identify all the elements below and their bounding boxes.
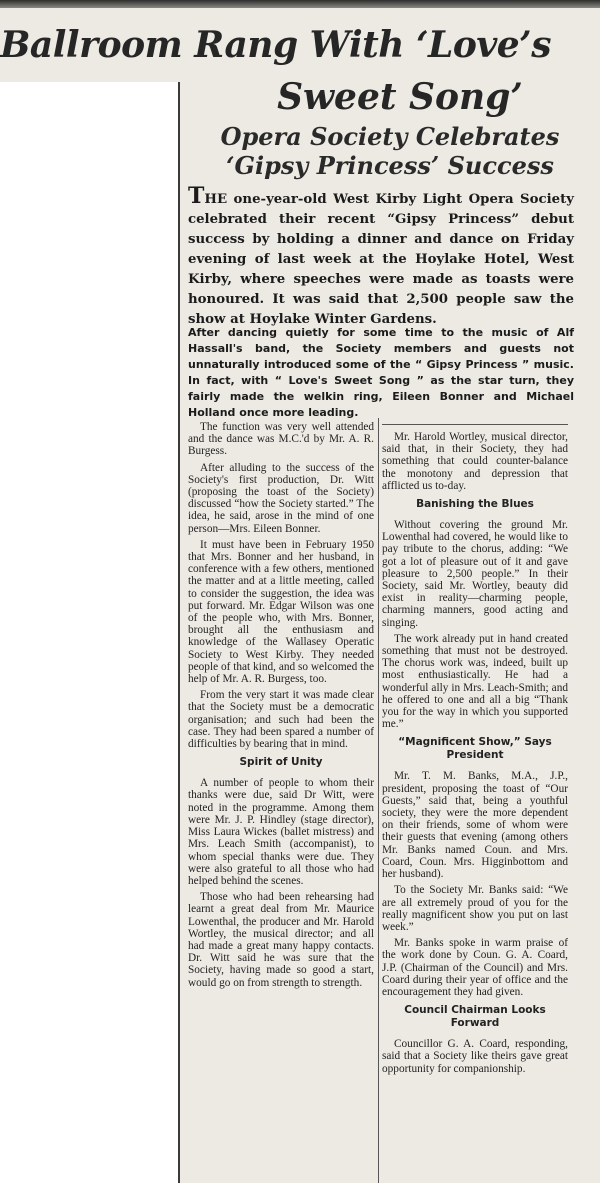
right-paragraph-3: The work already put in hand created something that must not be destroyed. The chorus work was, indeed, built up most enthusiastically. He had a wonderful ally in Mrs. Leach-Smith; and he offered to one and all a big “Thank you for the way in which you supported me.”	[382, 632, 568, 731]
section-heading-spirit-of-unity: Spirit of Unity	[239, 756, 323, 769]
left-column	[188, 421, 374, 1183]
section-heading-magnificent-show: “Magnificent Show,” Says President	[398, 736, 552, 762]
headline-line-1: Ballroom Rang With ‘Love’s	[0, 24, 551, 66]
section-heading-council-chairman: Council Chairman Looks Forward	[404, 1004, 546, 1030]
intro-paragraph	[188, 183, 574, 330]
left-paragraph-1: The function was very well attended and the dance was M.C.'d by Mr. A. R. Burgess.	[188, 421, 374, 458]
right-column	[382, 421, 568, 1183]
subheadline-line-2: ‘Gipsy Princess’ Success	[226, 151, 554, 180]
standfirst-paragraph: After dancing quietly for some time to the music of Alf Hassall's band, the Society members and guests not unnaturally introduced some of the “ Gipsy Princess ” music. In fact, with “ Love's Sweet Song ” as the star turn, they fairly made the welkin ring, Eileen Bonner and Michael Holland once more leading.	[188, 326, 574, 419]
right-paragraph-4: Mr. T. M. Banks, M.A., J.P., president, proposing the toast of “Our Guests,” said that, being a youthful society, they were the more dependent on their friends, some of whom were their guests that evening (among others Mr. Banks named Coun. and Mrs. Coard, Coun. Mrs. Higginbottom and her husband).	[382, 770, 568, 881]
left-paragraph-2: After alluding to the success of the Society's first production, Dr. Witt (proposing the toast of the Society) discussed “how the Society started.” The idea, he said, arose in the mind of one person—Mrs. Eileen Bonner.	[188, 461, 374, 535]
left-paragraph-6: Those who had been rehearsing had learnt a great deal from Mr. Maurice Lowenthal, the producer and Mr. Harold Wortley, the musical director; and all had made a great many happy contacts. Dr. Witt said he was sure that the Society, having made so good a start, would go on from strength to strength.	[188, 891, 374, 989]
blank-margin	[0, 82, 180, 1183]
left-paragraph-5: A number of people to whom their thanks were due, said Dr Witt, were noted in the programme. Among them were Mr. J. P. Hindley (stage director), Miss Laura Wickes (ballet mistress) and Mrs. Leach Smith (accompanist), to whom special thanks were due. They were also grateful to all those who had helped behind the scenes.	[188, 777, 374, 887]
right-paragraph-6: Mr. Banks spoke in warm praise of the work done by Coun. G. A. Coard, J.P. (Chairman of the Council) and Mrs. Coard during their year of office and the encouragement they had given.	[382, 937, 568, 998]
left-paragraph-3: It must have been in February 1950 that Mrs. Bonner and her husband, in conference with a few others, mentioned the matter and at a little meeting, called to consider the suggestion, the idea was put forward. Mr. Edgar Wilson was one of the people who, with Mrs. Bonner, brought all the enthusiasm and knowledge of the Wallasey Operatic Society to West Kirby. They needed people of that kind, and so welcomed the help of Mr. A. R. Burgess, too.	[188, 538, 374, 686]
drop-cap: T	[188, 183, 205, 209]
top-rule	[0, 0, 600, 8]
right-paragraph-5: To the Society Mr. Banks said: “We are all extremely proud of you for the really magnificent show you put on last week.”	[382, 884, 568, 933]
section-heading-banishing-the-blues: Banishing the Blues	[416, 498, 534, 511]
right-paragraph-2: Without covering the ground Mr. Lowenthal had covered, he would like to pay tribute to the chorus, adding: “We got a lot of pleasure out of it and gave pleasure to 2,500 people.” In their Society, said Mr. Wortley, beauty did exist in reality—charming people, charming manners, good acting and singing.	[382, 519, 568, 629]
left-paragraph-4: From the very start it was made clear that the Society must be a democratic organisation; and such had been the case. They had been spared a number of difficulties by bearing that in mind.	[188, 689, 374, 751]
right-paragraph-1: Mr. Harold Wortley, musical director, said that, in their Society, they had something that could counter-balance the monotony and depression that afflicted us to-day.	[382, 431, 568, 492]
column-divider	[378, 418, 379, 1183]
headline-line-2: Sweet Song’	[277, 76, 523, 118]
intro-text: HE one-year-old West Kirby Light Opera Society celebrated their recent “Gipsy Princess” debut success by holding a dinner and dance on Friday evening of last week at the Hoylake Hotel, West Kirby, where speeches were made as toasts were honoured. It was said that 2,500 people saw the show at Hoylake Winter Gardens.	[188, 192, 574, 327]
subheadline-line-1: Opera Society Celebrates	[220, 122, 560, 151]
right-paragraph-7: Councillor G. A. Coard, responding, said that a Society like theirs gave great opportunity for companionship.	[382, 1038, 568, 1075]
